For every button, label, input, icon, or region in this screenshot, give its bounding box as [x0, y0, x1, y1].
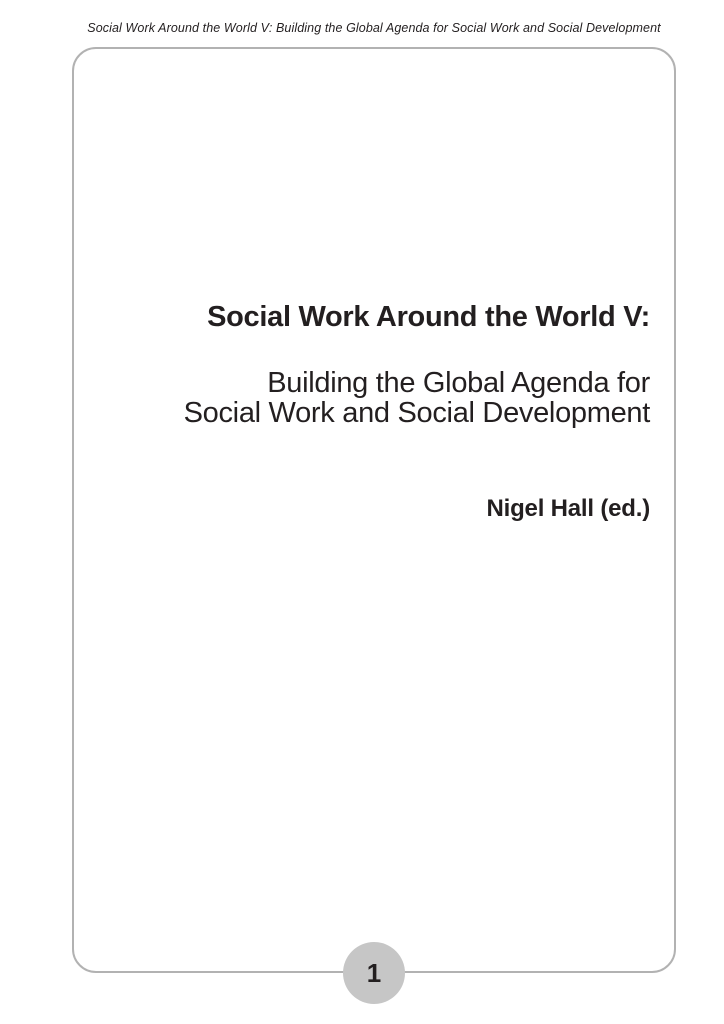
- running-header: Social Work Around the World V: Building the Global Agenda for Social Work and Social Development: [87, 21, 661, 35]
- page-number: 1: [366, 957, 382, 988]
- book-subtitle-line-2: Social Work and Social Development: [183, 397, 650, 429]
- book-title: Social Work Around the World V:: [207, 301, 650, 333]
- book-subtitle-line-1: Building the Global Agenda for: [267, 367, 650, 399]
- book-subtitle: [100, 368, 650, 428]
- page-number-badge: [343, 942, 405, 1004]
- editor-name: Nigel Hall (ed.): [486, 495, 650, 522]
